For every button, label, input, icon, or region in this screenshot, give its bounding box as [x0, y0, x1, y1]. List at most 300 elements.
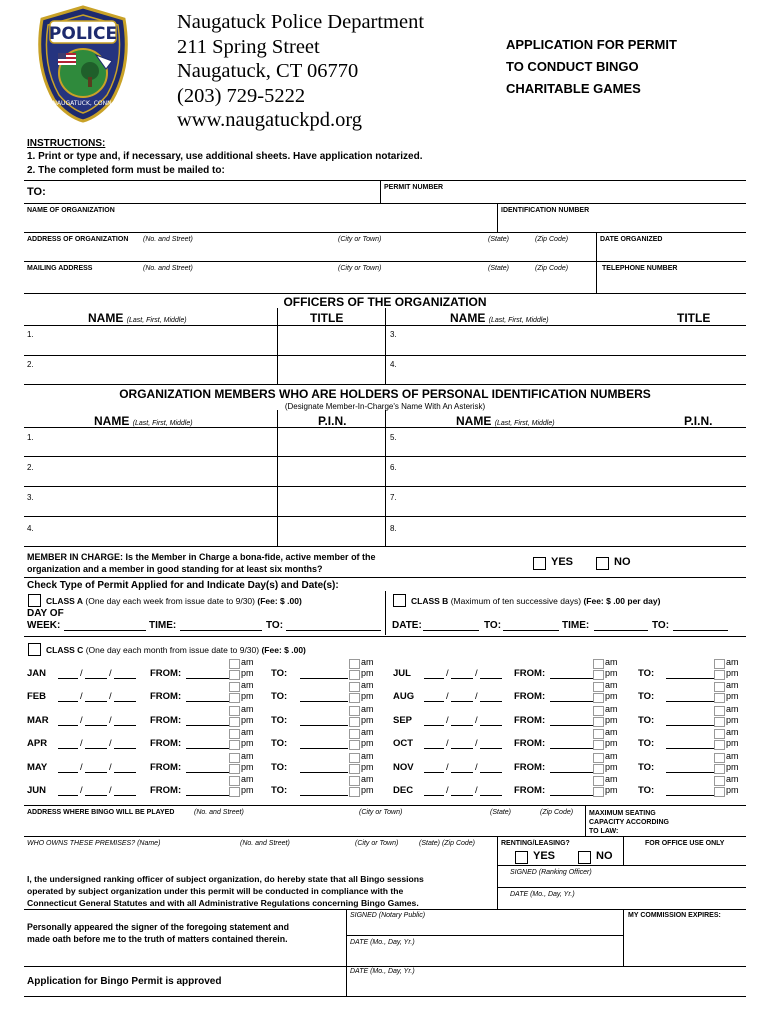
org-address-state-hint: (State) — [488, 236, 510, 243]
renting-no-label: NO — [596, 850, 613, 862]
week-label: WEEK: — [27, 620, 61, 631]
class-c-fee: (Fee: $ .00) — [261, 645, 306, 655]
members-pin-col-2: P.I.N. — [684, 414, 713, 428]
month-4-d-field[interactable] — [85, 748, 107, 749]
month-1-to-am: am — [361, 657, 374, 667]
max-seating-label — [589, 809, 669, 836]
class-b-to2-label: TO: — [652, 620, 670, 631]
title-line-1: APPLICATION FOR PERMIT — [506, 37, 677, 52]
month-7-from-pm-checkbox[interactable] — [593, 670, 604, 680]
day-of-label: DAY OF — [27, 608, 64, 619]
officer-row-1[interactable]: 1. — [27, 330, 34, 339]
month-11-from-am-checkbox[interactable] — [593, 753, 604, 763]
month-11-label: NOV — [393, 762, 414, 773]
month-10-from-pm-checkbox[interactable] — [593, 740, 604, 750]
officers-title: OFFICERS OF THE ORGANIZATION — [283, 295, 487, 309]
month-8-to-field[interactable] — [666, 701, 714, 702]
max-seating-3: TO LAW: — [589, 828, 619, 835]
month-2-to-label: TO: — [271, 691, 288, 702]
officer-date-label: DATE (Mo., Day, Yr.) — [510, 891, 575, 898]
month-1-from-pm: pm — [241, 668, 254, 678]
officers-title-col-2: TITLE — [677, 311, 711, 325]
month-8-from-am: am — [605, 680, 618, 690]
month-5-to-label: TO: — [271, 762, 288, 773]
month-9-to-field[interactable] — [666, 725, 714, 726]
class-b-to-label: TO: — [484, 620, 502, 631]
mailing-state-hint: (State) — [488, 265, 510, 272]
class-a-time-field[interactable] — [180, 630, 262, 631]
org-address-street-hint: (No. and Street) — [143, 236, 193, 243]
month-4-m-field[interactable] — [58, 748, 78, 749]
month-12-from-pm: pm — [605, 785, 618, 795]
month-1-label: JAN — [27, 668, 47, 679]
month-11-from-pm-checkbox[interactable] — [593, 764, 604, 774]
phone-number: (203) 729-5222 — [177, 84, 306, 107]
members-name-col-2 — [456, 414, 555, 428]
month-10-m-field[interactable] — [424, 748, 444, 749]
month-7-y-field[interactable] — [480, 678, 502, 679]
month-2-from-am: am — [241, 680, 254, 690]
approved-text: Application for Bingo Permit is approved — [27, 976, 222, 987]
month-11-to-pm-checkbox[interactable] — [714, 764, 725, 774]
month-2-to-field[interactable] — [300, 701, 348, 702]
month-7-to-label: TO: — [638, 668, 655, 679]
month-2-y-field[interactable] — [114, 701, 136, 702]
month-11-to-pm: pm — [726, 762, 739, 772]
month-9-to-pm-checkbox[interactable] — [714, 717, 725, 727]
class-a-label — [46, 596, 302, 606]
month-2-label: FEB — [27, 691, 46, 702]
class-b-desc: (Maximum of ten successive days) — [450, 596, 582, 606]
class-c-checkbox[interactable] — [28, 643, 41, 656]
month-5-to-pm-checkbox[interactable] — [349, 764, 360, 774]
mailing-street-hint: (No. and Street) — [143, 265, 193, 272]
month-10-to-am-checkbox[interactable] — [714, 729, 725, 739]
declaration-line-1: I, the undersigned ranking officer of subject organization, do hereby state that all Bingo sessions — [27, 874, 424, 884]
month-12-m-field[interactable] — [424, 795, 444, 796]
member-name-sub-2: (Last, First, Middle) — [494, 420, 555, 427]
month-12-to-am-checkbox[interactable] — [714, 776, 725, 786]
month-12-to-pm-checkbox[interactable] — [714, 787, 725, 797]
class-c-name: CLASS C — [46, 645, 84, 655]
month-1-d-field[interactable] — [85, 678, 107, 679]
month-4-to-am-checkbox[interactable] — [349, 729, 360, 739]
month-2-from-label: FROM: — [150, 691, 182, 702]
member-row-6[interactable]: 6. — [390, 463, 397, 472]
month-7-to-am-checkbox[interactable] — [714, 659, 725, 669]
member-name-label-2: NAME — [456, 414, 492, 428]
mic-no-checkbox[interactable] — [596, 557, 609, 570]
month-8-m-field[interactable] — [424, 701, 444, 702]
svg-text:POLICE: POLICE — [48, 24, 118, 44]
class-a-name: CLASS A — [46, 596, 83, 606]
month-10-to-pm: pm — [726, 738, 739, 748]
mailing-city-hint: (City or Town) — [338, 265, 382, 272]
month-7-m-field[interactable] — [424, 678, 444, 679]
month-8-from-am-checkbox[interactable] — [593, 682, 604, 692]
month-10-from-pm: pm — [605, 738, 618, 748]
month-4-from-pm: pm — [241, 738, 254, 748]
officers-name-col-2 — [450, 311, 549, 325]
month-3-from-label: FROM: — [150, 715, 182, 726]
month-5-to-pm: pm — [361, 762, 374, 772]
month-9-to-am: am — [726, 704, 739, 714]
commission-expires-label: MY COMMISSION EXPIRES: — [628, 912, 721, 919]
month-5-m-field[interactable] — [58, 772, 78, 773]
month-8-to-am: am — [726, 680, 739, 690]
month-11-to-field[interactable] — [666, 772, 714, 773]
class-b-to-field[interactable] — [503, 630, 559, 631]
city-state-zip: Naugatuck, CT 06770 — [177, 60, 359, 82]
renting-label: RENTING/LEASING? — [501, 840, 570, 847]
renting-yes-label: YES — [533, 850, 556, 862]
month-2-from-pm-checkbox[interactable] — [229, 693, 240, 703]
class-b-date-field[interactable] — [423, 630, 479, 631]
month-6-to-pm-checkbox[interactable] — [349, 787, 360, 797]
month-4-to-pm: pm — [361, 738, 374, 748]
month-3-d-field[interactable] — [85, 725, 107, 726]
month-7-d-field[interactable] — [451, 678, 473, 679]
month-9-m-field[interactable] — [424, 725, 444, 726]
month-1-y-field[interactable] — [114, 678, 136, 679]
officer-row-4[interactable]: 4. — [390, 360, 397, 369]
member-row-1[interactable]: 1. — [27, 433, 34, 442]
month-11-from-pm: pm — [605, 762, 618, 772]
mic-yes-checkbox[interactable] — [533, 557, 546, 570]
mic-question-1: Is the Member in Charge a bona-fide, active member of the — [123, 552, 376, 562]
member-row-5[interactable]: 5. — [390, 433, 397, 442]
month-3-to-am: am — [361, 704, 374, 714]
month-10-y-field[interactable] — [480, 748, 502, 749]
month-4-from-am-checkbox[interactable] — [229, 729, 240, 739]
date-organized-label: DATE ORGANIZED — [600, 236, 663, 243]
month-10-to-am: am — [726, 727, 739, 737]
month-9-to-pm: pm — [726, 715, 739, 725]
month-2-to-am-checkbox[interactable] — [349, 682, 360, 692]
who-owns-label: WHO OWNS THESE PREMISES? (Name) — [27, 840, 161, 847]
title-line-3: CHARITABLE GAMES — [506, 81, 641, 96]
address-played-city-hint: (City or Town) — [359, 809, 403, 816]
declaration-line-3: Connecticut General Statutes and with all Administrative Regulations concerning Bingo Games. — [27, 898, 419, 908]
notary-line-2: made oath before me to the truth of matters contained therein. — [27, 934, 288, 944]
month-10-label: OCT — [393, 738, 414, 749]
name-col-label: NAME — [88, 311, 124, 325]
month-9-from-am: am — [605, 704, 618, 714]
month-5-to-field[interactable] — [300, 772, 348, 773]
month-2-from-am-checkbox[interactable] — [229, 682, 240, 692]
month-2-to-pm: pm — [361, 691, 374, 701]
month-4-to-field[interactable] — [300, 748, 348, 749]
month-3-y-field[interactable] — [114, 725, 136, 726]
month-7-label: JUL — [393, 668, 411, 679]
instructions-heading: INSTRUCTIONS: — [27, 138, 106, 149]
month-4-to-am: am — [361, 727, 374, 737]
month-3-to-am-checkbox[interactable] — [349, 706, 360, 716]
month-9-from-label: FROM: — [514, 715, 546, 726]
class-b-to2-field[interactable] — [673, 630, 728, 631]
police-badge-logo — [32, 5, 134, 123]
website-url[interactable]: www.naugatuckpd.org — [177, 109, 363, 131]
renting-no-checkbox[interactable] — [578, 851, 591, 864]
month-4-to-pm-checkbox[interactable] — [349, 740, 360, 750]
month-10-from-am-checkbox[interactable] — [593, 729, 604, 739]
class-b-checkbox[interactable] — [393, 594, 406, 607]
declaration-text — [27, 873, 424, 909]
month-6-y-field[interactable] — [114, 795, 136, 796]
month-5-to-am-checkbox[interactable] — [349, 753, 360, 763]
month-8-to-am-checkbox[interactable] — [714, 682, 725, 692]
officers-title-col: TITLE — [310, 311, 344, 325]
month-12-to-field[interactable] — [666, 795, 714, 796]
month-9-d-field[interactable] — [451, 725, 473, 726]
month-3-from-pm-checkbox[interactable] — [229, 717, 240, 727]
class-a-to-label: TO: — [266, 620, 284, 631]
month-1-m-field[interactable] — [58, 678, 78, 679]
month-9-from-am-checkbox[interactable] — [593, 706, 604, 716]
mic-question-2: organization and a member in good standing for at least six months? — [27, 564, 323, 574]
month-8-from-label: FROM: — [514, 691, 546, 702]
month-5-from-am: am — [241, 751, 254, 761]
mailing-zip-hint: (Zip Code) — [535, 265, 569, 272]
class-b-time-field[interactable] — [594, 630, 648, 631]
class-b-label — [411, 596, 660, 606]
max-seating-2: CAPACITY ACCORDING — [589, 819, 669, 826]
mic-yes-label: YES — [551, 556, 574, 568]
month-6-from-pm: pm — [241, 785, 254, 795]
name-col-label-2: NAME — [450, 311, 486, 325]
month-10-to-label: TO: — [638, 738, 655, 749]
class-a-to-field[interactable] — [286, 630, 381, 631]
member-in-charge-question — [27, 552, 376, 562]
class-a-time-label: TIME: — [149, 620, 177, 631]
renting-yes-checkbox[interactable] — [515, 851, 528, 864]
week-field[interactable] — [64, 630, 146, 631]
month-1-to-am-checkbox[interactable] — [349, 659, 360, 669]
month-2-m-field[interactable] — [58, 701, 78, 702]
id-number-label: IDENTIFICATION NUMBER — [501, 207, 590, 214]
month-10-from-am: am — [605, 727, 618, 737]
month-8-to-pm: pm — [726, 691, 739, 701]
class-b-fee: (Fee: $ .00 per day) — [583, 596, 661, 606]
month-1-from-label: FROM: — [150, 668, 182, 679]
month-11-from-am: am — [605, 751, 618, 761]
month-8-from-pm: pm — [605, 691, 618, 701]
month-10-to-pm-checkbox[interactable] — [714, 740, 725, 750]
month-3-from-am: am — [241, 704, 254, 714]
address-played-state-hint: (State) — [490, 809, 512, 816]
month-6-from-label: FROM: — [150, 785, 182, 796]
members-pin-col: P.I.N. — [318, 414, 347, 428]
month-6-from-am: am — [241, 774, 254, 784]
month-12-to-pm: pm — [726, 785, 739, 795]
month-5-y-field[interactable] — [114, 772, 136, 773]
month-8-y-field[interactable] — [480, 701, 502, 702]
month-3-from-pm: pm — [241, 715, 254, 725]
month-8-d-field[interactable] — [451, 701, 473, 702]
month-8-from-pm-checkbox[interactable] — [593, 693, 604, 703]
month-7-to-pm-checkbox[interactable] — [714, 670, 725, 680]
month-9-from-pm: pm — [605, 715, 618, 725]
month-4-y-field[interactable] — [114, 748, 136, 749]
month-4-from-pm-checkbox[interactable] — [229, 740, 240, 750]
month-8-label: AUG — [393, 691, 415, 702]
month-7-to-pm: pm — [726, 668, 739, 678]
month-4-to-label: TO: — [271, 738, 288, 749]
month-6-from-pm-checkbox[interactable] — [229, 787, 240, 797]
month-12-from-am: am — [605, 774, 618, 784]
month-11-from-label: FROM: — [514, 762, 546, 773]
month-5-d-field[interactable] — [85, 772, 107, 773]
month-11-to-am-checkbox[interactable] — [714, 753, 725, 763]
permit-number-label: PERMIT NUMBER — [384, 184, 444, 191]
month-7-from-label: FROM: — [514, 668, 546, 679]
month-12-to-am: am — [726, 774, 739, 784]
month-8-to-label: TO: — [638, 691, 655, 702]
mailing-address-label: MAILING ADDRESS — [27, 265, 93, 272]
member-name-sub: (Last, First, Middle) — [132, 420, 193, 427]
month-12-y-field[interactable] — [480, 795, 502, 796]
office-use-label: FOR OFFICE USE ONLY — [645, 840, 725, 847]
class-c-desc: (One day each month from issue date to 9/30) — [85, 645, 260, 655]
address-played-label: ADDRESS WHERE BINGO WILL BE PLAYED — [27, 809, 175, 816]
members-name-col — [94, 414, 193, 428]
member-row-4[interactable]: 4. — [27, 524, 34, 533]
month-9-from-pm-checkbox[interactable] — [593, 717, 604, 727]
member-row-2[interactable]: 2. — [27, 463, 34, 472]
month-3-to-pm-checkbox[interactable] — [349, 717, 360, 727]
class-a-fee: (Fee: $ .00) — [257, 596, 302, 606]
form-title — [506, 34, 677, 100]
month-6-to-label: TO: — [271, 785, 288, 796]
month-3-from-am-checkbox[interactable] — [229, 706, 240, 716]
month-11-to-label: TO: — [638, 762, 655, 773]
month-1-to-pm: pm — [361, 668, 374, 678]
member-row-7[interactable]: 7. — [390, 493, 397, 502]
owner-city-hint: (City or Town) — [355, 840, 399, 847]
officer-row-3[interactable]: 3. — [390, 330, 397, 339]
officers-name-col — [88, 311, 187, 325]
month-12-from-label: FROM: — [514, 785, 546, 796]
month-7-from-am-checkbox[interactable] — [593, 659, 604, 669]
month-6-to-am: am — [361, 774, 374, 784]
month-10-d-field[interactable] — [451, 748, 473, 749]
month-2-to-am: am — [361, 680, 374, 690]
month-1-to-pm-checkbox[interactable] — [349, 670, 360, 680]
badge-bottom-text: NAUGATUCK, CONN. — [52, 100, 114, 107]
mic-no-label: NO — [614, 556, 631, 568]
address-played-zip-hint: (Zip Code) — [540, 809, 574, 816]
street-address: 211 Spring Street — [177, 35, 320, 58]
month-3-m-field[interactable] — [58, 725, 78, 726]
instruction-1: 1. Print or type and, if necessary, use additional sheets. Have application notarized. — [27, 151, 423, 162]
declaration-line-2: operated by subject organization under this permit will be conducted in compliance with the — [27, 886, 404, 896]
month-6-from-am-checkbox[interactable] — [229, 776, 240, 786]
month-4-label: APR — [27, 738, 48, 749]
month-5-to-am: am — [361, 751, 374, 761]
month-12-to-label: TO: — [638, 785, 655, 796]
notary-text — [27, 921, 289, 945]
members-subtitle: (Designate Member-In-Charge's Name With An Asterisk) — [284, 402, 486, 411]
member-name-label: NAME — [94, 414, 130, 428]
class-a-desc: (One day each week from issue date to 9/30) — [85, 596, 255, 606]
title-line-2: TO CONDUCT BINGO — [506, 59, 639, 74]
month-9-label: SEP — [393, 715, 413, 726]
month-7-from-pm: pm — [605, 668, 618, 678]
month-5-label: MAY — [27, 762, 48, 773]
month-10-from-label: FROM: — [514, 738, 546, 749]
month-8-to-pm-checkbox[interactable] — [714, 693, 725, 703]
org-address-label: ADDRESS OF ORGANIZATION — [27, 236, 129, 243]
department-name: Naugatuck Police Department — [177, 11, 425, 33]
class-b-time-label: TIME: — [562, 620, 590, 631]
month-11-to-am: am — [726, 751, 739, 761]
month-9-y-field[interactable] — [480, 725, 502, 726]
name-col-sub: (Last, First, Middle) — [126, 317, 187, 324]
month-1-to-field[interactable] — [300, 678, 348, 679]
notary-date-label: DATE (Mo., Day, Yr.) — [350, 939, 415, 946]
month-4-from-am: am — [241, 727, 254, 737]
month-5-from-am-checkbox[interactable] — [229, 753, 240, 763]
month-12-label: DEC — [393, 785, 414, 796]
month-1-to-label: TO: — [271, 668, 288, 679]
month-6-m-field[interactable] — [58, 795, 78, 796]
month-4-from-label: FROM: — [150, 738, 182, 749]
instruction-2: 2. The completed form must be mailed to: — [27, 165, 225, 176]
month-11-m-field[interactable] — [424, 772, 444, 773]
member-row-3[interactable]: 3. — [27, 493, 34, 502]
month-9-to-label: TO: — [638, 715, 655, 726]
org-address-city-hint: (City or Town) — [338, 236, 382, 243]
month-1-from-pm-checkbox[interactable] — [229, 670, 240, 680]
month-6-label: JUN — [27, 785, 47, 796]
owner-street-hint: (No. and Street) — [240, 840, 290, 847]
mic-label: MEMBER IN CHARGE: — [27, 552, 123, 562]
month-6-d-field[interactable] — [85, 795, 107, 796]
month-5-from-pm-checkbox[interactable] — [229, 764, 240, 774]
month-5-from-label: FROM: — [150, 762, 182, 773]
officer-row-2[interactable]: 2. — [27, 360, 34, 369]
month-12-from-am-checkbox[interactable] — [593, 776, 604, 786]
month-11-y-field[interactable] — [480, 772, 502, 773]
class-b-name: CLASS B — [411, 596, 449, 606]
month-3-to-field[interactable] — [300, 725, 348, 726]
class-b-date-label: DATE: — [392, 620, 422, 631]
name-col-sub-2: (Last, First, Middle) — [488, 317, 549, 324]
month-6-to-field[interactable] — [300, 795, 348, 796]
member-row-8[interactable]: 8. — [390, 524, 397, 533]
month-11-d-field[interactable] — [451, 772, 473, 773]
telephone-label: TELEPHONE NUMBER — [602, 265, 678, 272]
month-2-from-pm: pm — [241, 691, 254, 701]
notary-line-1: Personally appeared the signer of the foregoing statement and — [27, 922, 290, 932]
month-9-to-am-checkbox[interactable] — [714, 706, 725, 716]
owner-state-zip-hint: (State) (Zip Code) — [419, 840, 476, 847]
month-7-to-field[interactable] — [666, 678, 714, 679]
month-12-d-field[interactable] — [451, 795, 473, 796]
org-address-zip-hint: (Zip Code) — [535, 236, 569, 243]
month-3-label: MAR — [27, 715, 49, 726]
month-2-to-pm-checkbox[interactable] — [349, 693, 360, 703]
month-10-to-field[interactable] — [666, 748, 714, 749]
class-a-checkbox[interactable] — [28, 594, 41, 607]
month-7-to-am: am — [726, 657, 739, 667]
month-1-from-am: am — [241, 657, 254, 667]
month-6-to-am-checkbox[interactable] — [349, 776, 360, 786]
month-12-from-pm-checkbox[interactable] — [593, 787, 604, 797]
month-3-to-label: TO: — [271, 715, 288, 726]
month-1-from-am-checkbox[interactable] — [229, 659, 240, 669]
month-2-d-field[interactable] — [85, 701, 107, 702]
